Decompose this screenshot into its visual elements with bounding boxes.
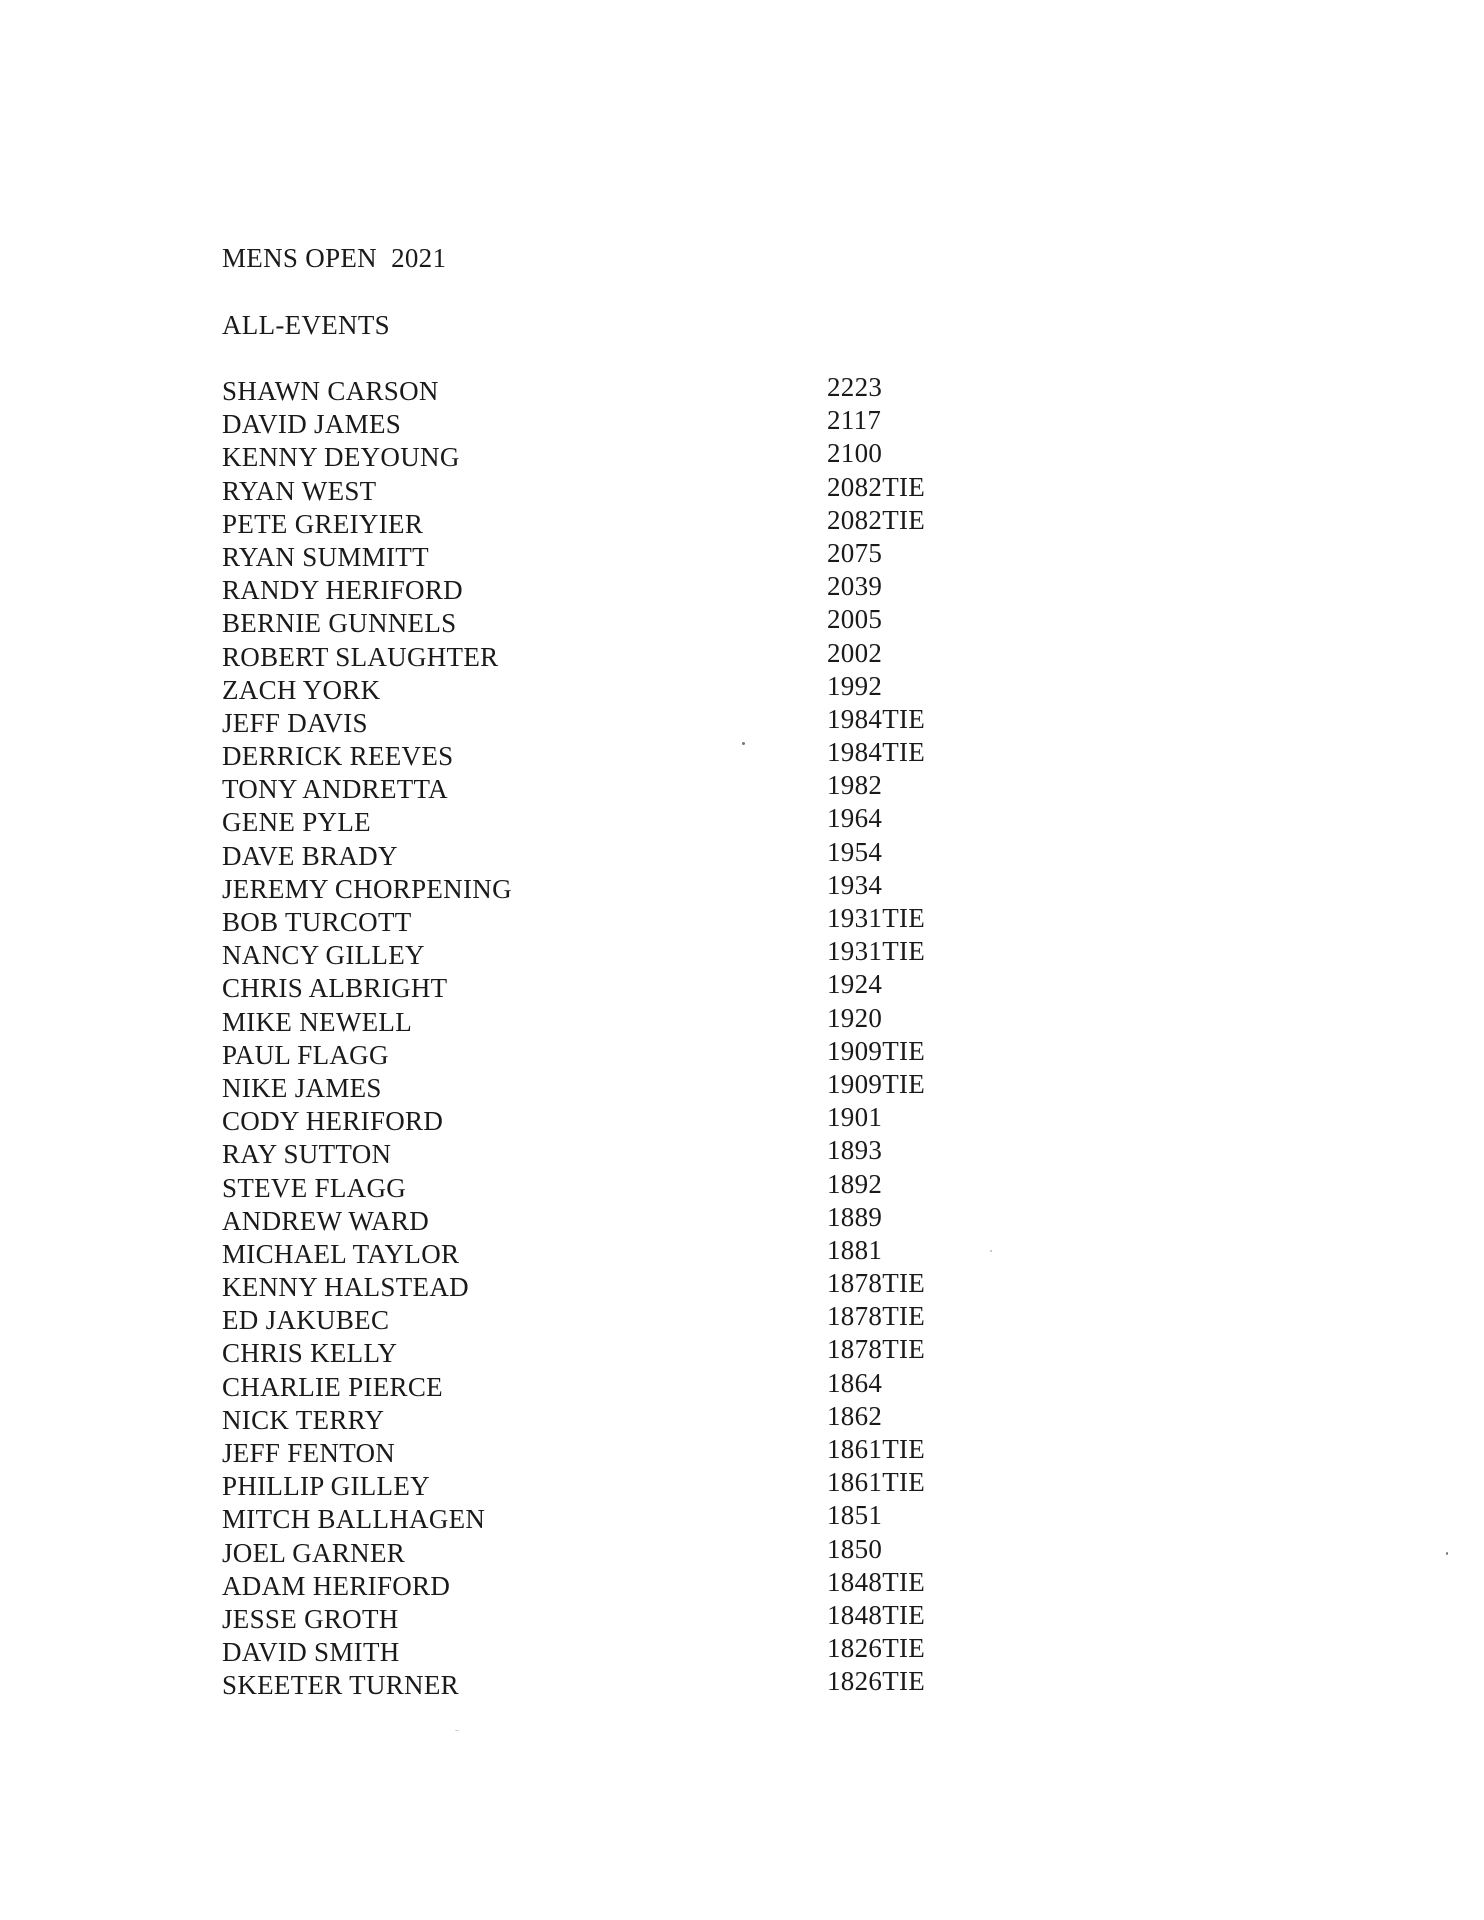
bowler-score: 2005 <box>827 604 883 635</box>
bowler-score: 1878TIE <box>827 1268 926 1299</box>
bowler-name: GENE PYLE <box>222 807 371 838</box>
bowler-score: 1920 <box>827 1002 883 1033</box>
bowler-score: 2100 <box>827 438 883 469</box>
bowler-name: CHRIS KELLY <box>222 1338 398 1369</box>
bowler-score: 1851 <box>827 1500 883 1531</box>
bowler-score: 1934 <box>827 869 883 900</box>
bowler-name: ANDREW WARD <box>222 1205 430 1236</box>
bowler-name: PHILLIP GILLEY <box>222 1471 430 1502</box>
bowler-score: 1848TIE <box>827 1599 926 1630</box>
bowler-score: 2082TIE <box>827 504 926 535</box>
bowler-name: NIKE JAMES <box>222 1072 382 1103</box>
bowler-name: CODY HERIFORD <box>222 1106 444 1137</box>
bowler-score: 1862 <box>827 1400 883 1431</box>
page-title: MENS OPEN 2021 <box>222 243 447 273</box>
bowler-score: 1881 <box>827 1234 883 1265</box>
bowler-score: 2039 <box>827 571 883 602</box>
bowler-score: 1909TIE <box>827 1068 926 1099</box>
bowler-score: 1826TIE <box>827 1666 926 1697</box>
bowler-name: ED JAKUBEC <box>222 1305 390 1336</box>
bowler-score: 2223 <box>827 372 883 402</box>
bowler-name: RANDY HERIFORD <box>222 575 463 606</box>
scan-speck <box>742 742 745 745</box>
bowler-score: 2117 <box>827 405 882 436</box>
list-item <box>222 1666 982 1702</box>
bowler-name: BERNIE GUNNELS <box>222 608 457 639</box>
bowler-name: DAVID SMITH <box>222 1637 400 1668</box>
bowler-score: 1901 <box>827 1102 883 1133</box>
bowler-name: JEFF DAVIS <box>222 707 368 738</box>
bowler-score: 1889 <box>827 1201 883 1232</box>
bowler-name: MICHAEL TAYLOR <box>222 1238 460 1269</box>
bowler-name: CHARLIE PIERCE <box>222 1371 443 1402</box>
bowler-name: STEVE FLAGG <box>222 1172 407 1203</box>
bowler-score: 1909TIE <box>827 1035 926 1066</box>
bowler-name: MIKE NEWELL <box>222 1006 412 1037</box>
bowler-score: 1954 <box>827 836 883 867</box>
bowler-score: 1982 <box>827 770 883 801</box>
bowler-score: 2002 <box>827 637 883 668</box>
bowler-score: 1826TIE <box>827 1633 926 1664</box>
bowler-name: RYAN WEST <box>222 475 377 506</box>
bowler-score: 1848TIE <box>827 1566 926 1597</box>
scan-speck <box>455 1730 459 1731</box>
bowler-name: PAUL FLAGG <box>222 1039 389 1070</box>
scan-speck <box>990 1250 992 1252</box>
bowler-name: NICK TERRY <box>222 1404 385 1435</box>
bowler-score: 1984TIE <box>827 703 926 734</box>
bowler-name: SKEETER TURNER <box>222 1670 459 1701</box>
scan-speck <box>1446 1552 1448 1555</box>
bowler-score: 1850 <box>827 1533 883 1564</box>
bowler-score: 1992 <box>827 670 883 701</box>
bowler-name: RAY SUTTON <box>222 1139 392 1170</box>
bowler-name: BOB TURCOTT <box>222 907 412 937</box>
bowler-name: MITCH BALLHAGEN <box>222 1504 486 1535</box>
bowler-name: DAVE BRADY <box>222 840 398 871</box>
bowler-score: 1984TIE <box>827 737 926 768</box>
bowler-score: 1931TIE <box>827 936 926 967</box>
bowler-score: 2075 <box>827 537 883 568</box>
bowler-score: 1964 <box>827 803 883 834</box>
bowler-name: SHAWN CARSON <box>222 376 439 406</box>
bowler-name: TONY ANDRETTA <box>222 774 448 805</box>
bowler-score: 1861TIE <box>827 1467 926 1498</box>
bowler-name: JOEL GARNER <box>222 1537 406 1568</box>
bowler-name: ROBERT SLAUGHTER <box>222 641 499 672</box>
bowler-score: 2082TIE <box>827 471 926 502</box>
bowler-name: ADAM HERIFORD <box>222 1570 451 1601</box>
bowler-score: 1931TIE <box>827 903 926 933</box>
bowler-name: KENNY DEYOUNG <box>222 442 460 473</box>
bowler-name: RYAN SUMMITT <box>222 541 429 572</box>
bowler-name: PETE GREIYIER <box>222 508 424 539</box>
bowler-score: 1892 <box>827 1168 883 1199</box>
bowler-name: DERRICK REEVES <box>222 741 454 772</box>
bowler-name: JESSE GROTH <box>222 1603 399 1634</box>
bowler-score: 1878TIE <box>827 1301 926 1332</box>
bowler-name: JEREMY CHORPENING <box>222 873 512 904</box>
bowler-name: JEFF FENTON <box>222 1438 396 1468</box>
bowler-score: 1893 <box>827 1135 883 1166</box>
bowler-score: 1864 <box>827 1367 883 1398</box>
section-heading: ALL-EVENTS <box>222 310 390 340</box>
bowler-name: DAVID JAMES <box>222 409 402 440</box>
bowler-name: KENNY HALSTEAD <box>222 1272 469 1303</box>
bowler-score: 1861TIE <box>827 1434 926 1464</box>
bowler-name: NANCY GILLEY <box>222 940 425 971</box>
bowler-name: CHRIS ALBRIGHT <box>222 973 448 1004</box>
bowler-score: 1924 <box>827 969 883 1000</box>
bowler-score: 1878TIE <box>827 1334 926 1365</box>
results-list <box>222 372 982 1703</box>
bowler-name: ZACH YORK <box>222 674 381 705</box>
